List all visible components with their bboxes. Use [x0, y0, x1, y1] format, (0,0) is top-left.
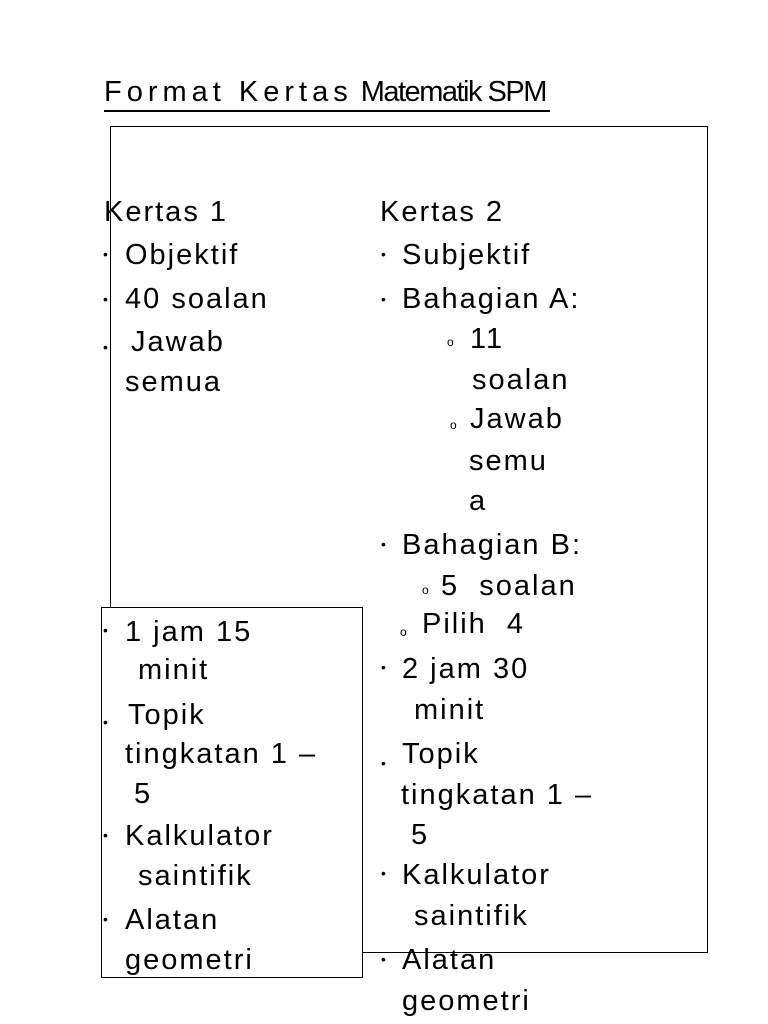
- bullet-dot: •: [103, 339, 108, 355]
- kertas2-detail-tingkatan: tingkatan 1 –: [401, 779, 594, 811]
- bullet-dot: •: [103, 246, 108, 262]
- kertas2-item-bahagian-a: Bahagian A:: [402, 283, 581, 315]
- kertas2-detail-minit: minit: [414, 694, 486, 726]
- sub-bullet: o: [447, 335, 454, 349]
- kertas1-detail-kalkulator: Kalkulator: [125, 820, 274, 852]
- sub-bullet: o: [450, 418, 457, 432]
- kertas2-detail-topik: Topik: [402, 738, 480, 770]
- kertas1-detail-5: 5: [134, 778, 153, 810]
- bahagian-a-semu: semu: [469, 445, 548, 477]
- bullet-dot: •: [103, 827, 108, 843]
- kertas1-heading: Kertas 1: [104, 196, 228, 228]
- title-rest: Matematik SPM: [360, 76, 546, 108]
- bullet-dot: •: [381, 291, 386, 307]
- kertas1-detail-saintifik: saintifik: [138, 860, 253, 892]
- bullet-dot: •: [381, 536, 386, 552]
- kertas2-detail-masa: 2 jam 30: [402, 653, 530, 685]
- bullet-dot: •: [103, 291, 108, 307]
- kertas1-detail-tingkatan: tingkatan 1 –: [125, 738, 318, 770]
- bahagian-a-11: 11: [470, 323, 505, 355]
- kertas2-heading: Kertas 2: [380, 196, 504, 228]
- page-title: [104, 74, 550, 112]
- kertas2-detail-5: 5: [411, 819, 430, 851]
- kertas1-detail-minit: minit: [138, 654, 210, 686]
- bahagian-a-a: a: [469, 485, 488, 517]
- bullet-dot: •: [381, 659, 386, 675]
- kertas1-detail-geometri: geometri: [125, 944, 254, 976]
- kertas2-item-subjektif: Subjektif: [402, 239, 532, 271]
- bahagian-a-jawab: Jawab: [470, 403, 564, 435]
- sub-bullet: o: [400, 625, 407, 639]
- kertas2-detail-alatan: Alatan: [402, 944, 497, 976]
- kertas2-detail-geometri: geometri: [402, 985, 531, 1017]
- bullet-dot: •: [381, 246, 386, 262]
- bullet-dot: •: [381, 865, 386, 881]
- bullet-dot: •: [381, 755, 386, 771]
- kertas2-detail-kalkulator: Kalkulator: [402, 859, 551, 891]
- kertas2-detail-saintifik: saintifik: [414, 900, 529, 932]
- bahagian-b-pilih: Pilih 4: [422, 608, 526, 640]
- kertas2-item-bahagian-b: Bahagian B:: [402, 529, 583, 561]
- bullet-dot: •: [103, 911, 108, 927]
- title-spaced: Format Kertas: [104, 76, 353, 108]
- sub-bullet: o: [422, 583, 429, 597]
- bahagian-b-soalan: 5 soalan: [441, 570, 577, 602]
- kertas1-item-soalan: 40 soalan: [125, 283, 269, 315]
- bullet-dot: •: [381, 951, 386, 967]
- kertas1-detail-alatan: Alatan: [125, 904, 220, 936]
- bullet-dot: •: [103, 714, 108, 730]
- bahagian-a-soalan: soalan: [472, 364, 570, 396]
- kertas1-detail-masa: 1 jam 15: [125, 616, 253, 648]
- kertas1-item-semua: semua: [125, 366, 223, 398]
- kertas1-item-jawab: Jawab: [131, 326, 225, 358]
- bullet-dot: •: [103, 622, 108, 638]
- kertas1-detail-topik: Topik: [128, 699, 206, 731]
- kertas1-item-objektif: Objektif: [125, 239, 240, 271]
